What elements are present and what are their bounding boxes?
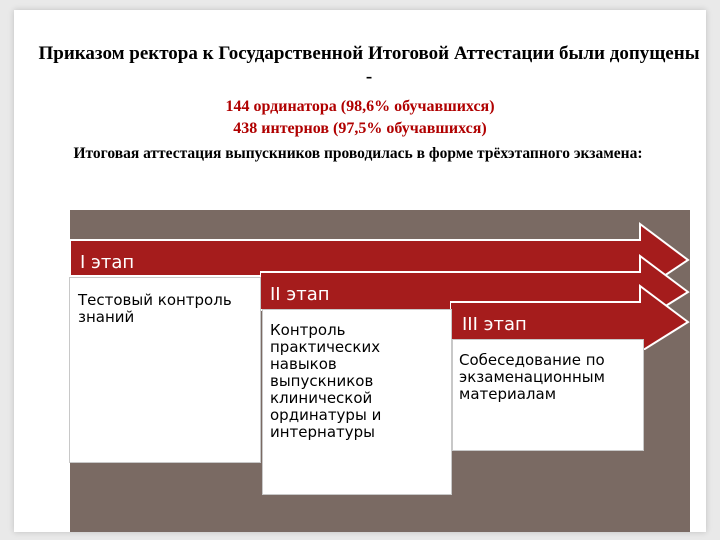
- stage-1-label: I этап: [80, 252, 135, 273]
- slide-text: [14, 10, 706, 164]
- ordinators-stat: 144 ординатора (98,6% обучавшихся): [225, 98, 495, 115]
- stage-2-label: II этап: [270, 284, 330, 305]
- slide-heading: Приказом ректора к Государственной Итоговой Аттестации были допущены -: [38, 43, 700, 87]
- stages-diagram: [70, 210, 690, 532]
- stage-3-label: III этап: [462, 314, 527, 335]
- stage-2-description: Контроль практических навыков выпускников клинической ординатуры и интернатуры: [270, 321, 382, 441]
- stage-1-description: Тестовый контроль знаний: [78, 291, 232, 326]
- stage-3-description: Собеседование по экзаменационным материалам: [459, 351, 605, 403]
- interns-stat: 438 интернов (97,5% обучавшихся): [233, 120, 487, 137]
- exam-format-text: Итоговая аттестация выпускников проводилась в форме трёхэтапного экзамена:: [73, 145, 643, 162]
